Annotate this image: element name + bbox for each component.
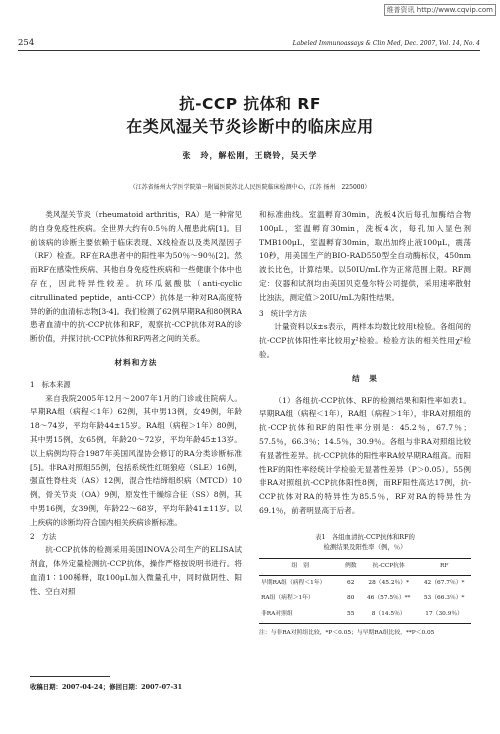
table-caption-line1: 表1 各组血清抗-CCP抗体和RF的: [315, 532, 415, 541]
table-row: [259, 575, 471, 591]
table-row: [259, 607, 471, 623]
table-note: 注：与非RA对照组比较，*P＜0.05；与早期RA组比较，**P＜0.05: [259, 629, 435, 636]
table-cell: 62: [347, 579, 355, 586]
results-table: [259, 558, 471, 624]
page-number: 254: [18, 38, 35, 48]
sample-source-text: 来自我院2005年12月～2007年1月的门诊或住院病人。早期RA组（病程＜1年）62例，其中男13例，女49例，年龄18～74岁，平均年龄44±15岁。RA组（病程＞1年）80例，其中男15例，女65例，年龄20～72岁，平均年龄45±13岁。以上病例均符合1987年美国风湿协会修订的RA分类诊断标准[5]。非RA对照组55例，包括系统性红斑狼疮（SLE）16例，强直性脊柱炎（AS）12例，混合性结缔组织病（MTCD）10例，骨关节炎（OA）9例，原发性干燥综合征（SS）8例，其中男16例，女39例，年龄22～68岁，平均年龄41±11岁。以上疾病的诊断均符合国内相关疾病诊断标准。: [30, 393, 242, 527]
table-header-cell: 组 别: [291, 562, 309, 569]
method-text: 抗-CCP抗体的检测采用美国INOVA公司生产的ELISA试剂盒，体外定量检测抗-CCP抗体，操作严格按说明书进行。将血清1∶100稀释，取100μL加入微量孔中，同时做阴性、阳性、空白对照: [30, 545, 242, 596]
table-cell: 早期RA组（病程＜1年）: [261, 579, 326, 586]
table-cell: 非RA对照组: [261, 611, 293, 618]
table-cell: 53（66.3％）*: [423, 595, 465, 602]
method-heading: 2 方法: [30, 531, 57, 541]
table-1: [259, 532, 471, 638]
table-cell: 46（57.5％）**: [366, 595, 411, 602]
results-heading: 结 果: [352, 373, 378, 383]
table-caption-line2: 检测结果及阳性率（例，％）: [323, 542, 407, 551]
sample-source-heading: 1 标本来源: [30, 379, 71, 389]
table-cell: 80: [347, 595, 355, 602]
left-column: [30, 208, 242, 599]
intro-paragraph: 类风湿关节炎（rheumatoid arthritis，RA）是一种常见的自身免疫性疾病。全世界大约有0.5％的人罹患此病[1]。目前该病的诊断主要依赖于临床表现、X线检查以及类风湿因子（RF）检查。RF在RA患者中的阳性率为50％～90％[2]。然而RF在感染性疾病、其他自身免疫性疾病和一些健康个体中也存在，因此特异性较差。抗环瓜氨酸肽（anti-cyclic citrullinated peptide，anti-CCP）抗体是一种对RA高度特异的新的血清标志物[3-4]。我们检测了62例早期RA和80例RA患者血清中的抗-CCP抗体和RF，观察抗-CCP抗体对RA的诊断价值，并探讨抗-CCP抗体和RF两者之间的关系。: [30, 210, 242, 344]
article-title: 抗-CCP 抗体和 RF: [179, 95, 321, 113]
table-cell: 42（67.7％）*: [423, 579, 465, 586]
right-column: [259, 208, 471, 638]
method-continued-text: 和标准曲线。室温孵育30min，洗板4次后每孔加酶结合物100μL，室温孵育30min，洗板4次，每孔加入显色剂TMB100μL，室温孵育30min，取出加终止液100μL，震荡10秒，用美国生产的BIO-RAD550型全自动酶标仪，450nm波长比色，计算结果。以50IU/mL作为正常范围上限。RF测定：仪器和试剂均由美国贝克曼尔特公司提供，采用速率散射比浊法，测定值＞20IU/mL为阳性结果。: [259, 210, 471, 302]
table-header-cell: 抗-CCP抗体: [372, 562, 405, 569]
article-subtitle: 在类风湿关节炎诊断中的临床应用: [126, 117, 374, 136]
table-row: [259, 591, 471, 607]
header-rule: [18, 50, 480, 51]
running-head: Labeled Immunoassays & Clin Med, Dec. 2007, Vol. 14, No. 4: [292, 40, 480, 47]
table-header-cell: 例数: [344, 562, 357, 569]
authors: 张 玲，解松刚，王晓铃，吴天学: [182, 150, 318, 160]
methods-heading: 材料和方法: [114, 357, 158, 367]
table-cell: 28（45.2％）*: [368, 579, 409, 586]
results-text: （1）各组抗-CCP抗体、RF的检测结果和阳性率如表1。早期RA组（病程＜1年），RA组（病程＞1年），非RA对照组的抗-CCP抗体和RF的阳性率分别是：45.2％，67.7％；57.5％，66.3％；14.5％，30.9％。各组与非RA对照组比较有显著性差异。抗-CCP抗体的阳性率RA较早期RA组高。而阳性RF的阳性率经统计学检验无显著性差异（P＞0.05）。55例非RA对照组抗-CCP抗体阳性8例，而RF阳性高达17例，抗-CCP抗体对RA的特异性为85.5％，RF对RA的特异性为69.1％，前者明显高于后者。: [259, 395, 471, 515]
statistics-heading: 3 统计学方法: [259, 308, 307, 318]
footnote-rule: [30, 676, 110, 677]
table-cell: 17（30.9％）: [425, 611, 463, 618]
table-cell: 55: [347, 611, 355, 618]
watermark: 维普资讯 http://www.cqvip.com: [384, 4, 496, 16]
affiliation: （江苏省扬州大学医学院第一附属医院苏北人民医院临床检测中心，江苏 扬州 225000）: [129, 184, 371, 191]
received-date: 收稿日期：2007-04-24；修回日期：2007-07-31: [30, 683, 183, 691]
table-header-row: [259, 558, 471, 575]
table-cell: RA组（病程＞1年）: [261, 595, 314, 602]
table-cell: 8（14.5％）: [371, 611, 406, 618]
table-header-cell: RF: [439, 562, 449, 569]
statistics-text: 计量资料以x̄±s表示，两样本均数比较用t检验。各组间的抗-CCP抗体阳性率比较用χ²检验。检验方法的相关性用χ²检验。: [259, 322, 471, 359]
